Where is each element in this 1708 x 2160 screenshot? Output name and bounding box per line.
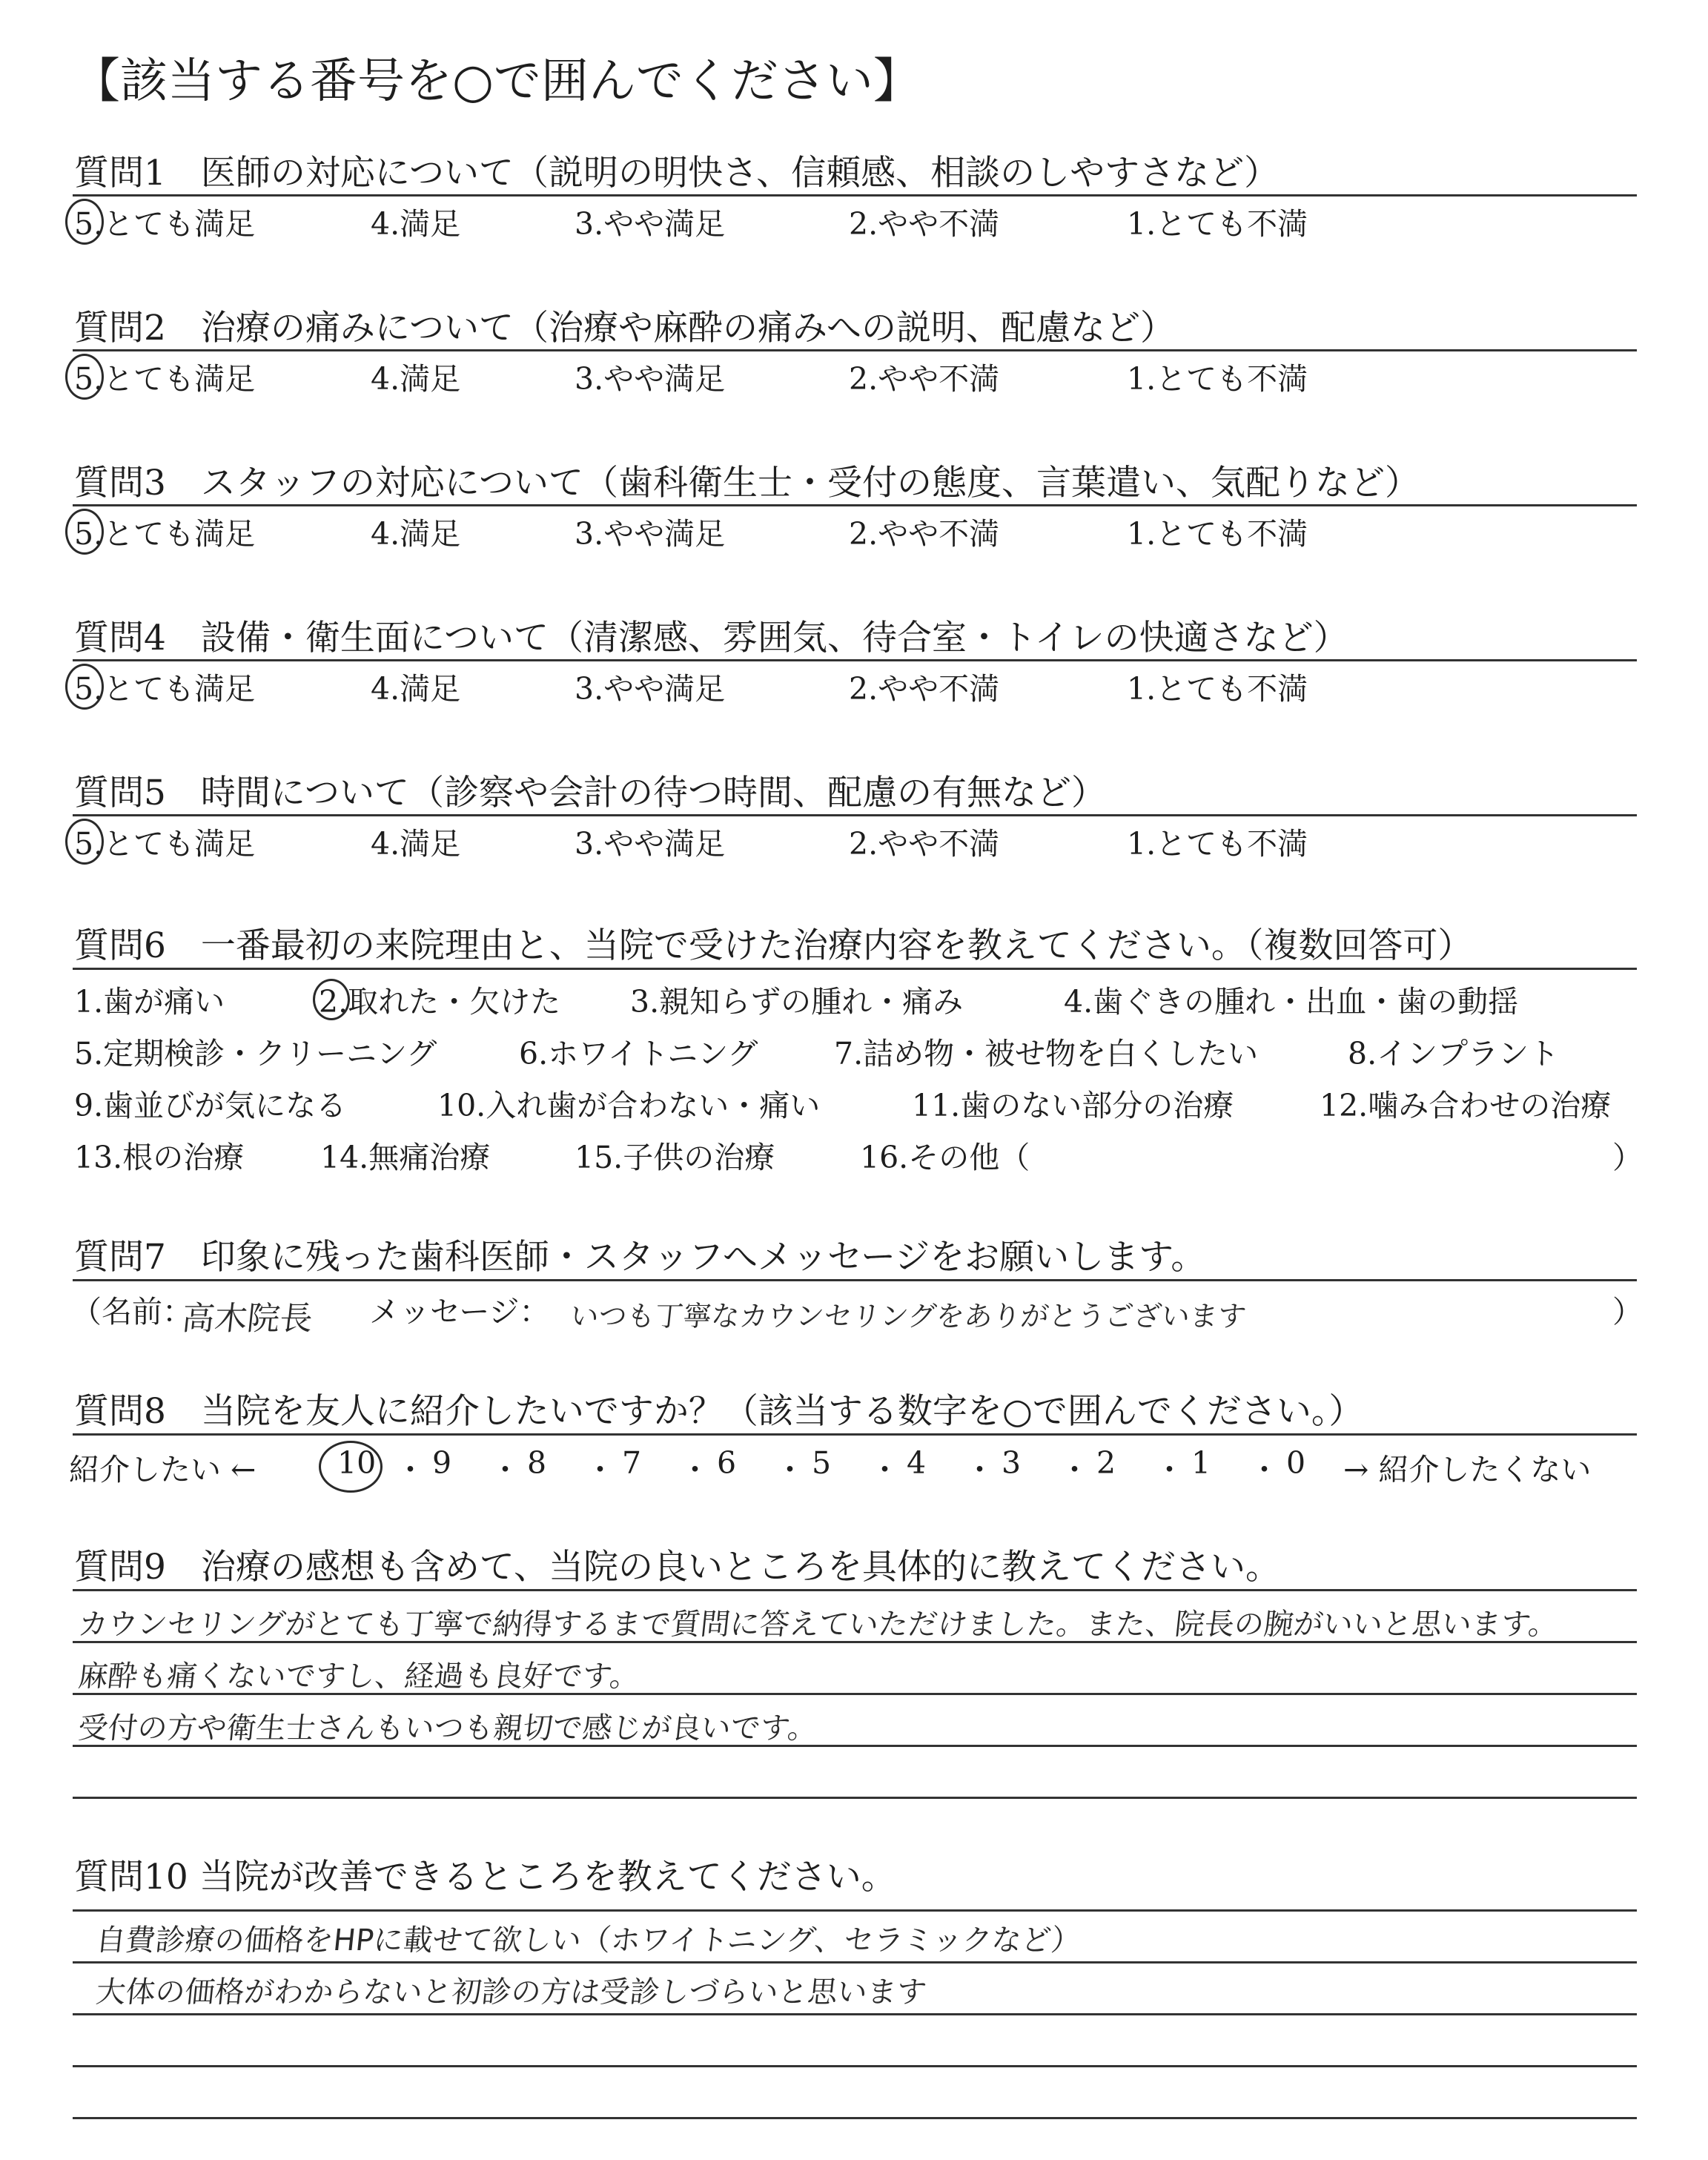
q3-rule [73,504,1637,506]
q4-option-3[interactable]: 3.やや満足 [575,671,726,707]
q9-answer-rule [73,1797,1637,1799]
form-title: 【該当する番号を○で囲んでください】 [73,54,921,109]
q2-option-2[interactable]: 2.やや不満 [849,361,1000,397]
q1-option-4[interactable]: 4.満足 [371,206,461,242]
q5-option-5[interactable]: 5.とても満足 [74,826,256,862]
q6-option-15[interactable]: 15.子供の治療 [575,1140,775,1175]
q7-name-value[interactable]: 高木院長 [179,1300,315,1338]
q8-scale-6[interactable]: 6 [717,1445,737,1481]
q8-scale-dot: ・ [870,1452,900,1487]
q2-option-4[interactable]: 4.満足 [371,361,461,397]
q7-close: ） [1612,1294,1643,1330]
q2-selected-circle [65,354,104,400]
q8-scale-7[interactable]: 7 [622,1445,642,1481]
q6-option-16[interactable]: 16.その他（ [860,1140,1030,1175]
q3-option-2[interactable]: 2.やや不満 [849,516,1000,552]
q9-answer-rule [73,1589,1637,1591]
q10-answer-rule [73,2013,1637,2015]
q1-option-3[interactable]: 3.やや満足 [575,206,726,242]
q4-option-1[interactable]: 1.とても不満 [1127,671,1308,707]
q1-option-1[interactable]: 1.とても不満 [1127,206,1308,242]
q5-option-2[interactable]: 2.やや不満 [849,826,1000,862]
q4-option-2[interactable]: 2.やや不満 [849,671,1000,707]
q5-rule [73,814,1637,816]
q9-answer-line-2[interactable]: 麻酔も痛くないですし、経過も良好です。 [76,1659,641,1694]
q4-rule [73,659,1637,661]
q9-answer-line-3[interactable]: 受付の方や衛生士さんもいつも親切で感じが良いです。 [76,1711,819,1745]
q8-scale-5[interactable]: 5 [812,1445,832,1481]
q2-option-5[interactable]: 5.とても満足 [74,361,256,397]
q6-selected-circle [313,979,350,1020]
q7-message-label: メッセージ： [369,1294,550,1330]
q4-option-4[interactable]: 4.満足 [371,671,461,707]
q8-scale-dot: ・ [1059,1452,1090,1487]
q6-option-7[interactable]: 7.詰め物・被せ物を白くしたい [834,1036,1259,1071]
q8-scale-2[interactable]: 2 [1096,1445,1116,1481]
q8-rule [73,1433,1637,1436]
q8-selected-circle [319,1441,383,1493]
q5-heading: 質問5 時間について（診察や会計の待つ時間、配慮の有無など） [74,773,1106,813]
q4-heading: 質問4 設備・衛生面について（清潔感、雰囲気、待合室・トイレの快適さなど） [74,618,1348,658]
q6-option-13[interactable]: 13.根の治療 [74,1140,245,1175]
q7-heading: 質問7 印象に残った歯科医師・スタッフへメッセージをお願いします。 [74,1237,1206,1278]
q8-scale-9[interactable]: 9 [432,1445,452,1481]
q1-option-5[interactable]: 5.とても満足 [74,206,256,242]
q9-answer-rule [73,1745,1637,1747]
q8-scale-dot: ・ [1154,1452,1185,1487]
q8-scale-dot: ・ [585,1452,615,1487]
q6-option-10[interactable]: 10.入れ歯が合わない・痛い [437,1088,821,1123]
q2-option-1[interactable]: 1.とても不満 [1127,361,1308,397]
q3-heading: 質問3 スタッフの対応について（歯科衛生士・受付の態度、言葉遣い、気配りなど） [74,463,1420,503]
q8-scale-4[interactable]: 4 [907,1445,927,1481]
q10-answer-line-1[interactable]: 自費診療の価格をHPに載せて欲しい（ホワイトニング、セラミックなど） [94,1923,1083,1958]
q8-right-label: → 紹介したくない [1343,1452,1592,1487]
q8-scale-0[interactable]: 0 [1286,1445,1306,1481]
q2-heading: 質問2 治療の痛みについて（治療や麻酔の痛みへの説明、配慮など） [74,308,1176,349]
q6-option-9[interactable]: 9.歯並びが気になる [74,1088,347,1123]
q6-option-12[interactable]: 12.噛み合わせの治療 [1320,1088,1612,1123]
q8-scale-10[interactable]: 10 [337,1445,377,1481]
q5-option-4[interactable]: 4.満足 [371,826,461,862]
q8-scale-dot: ・ [680,1452,710,1487]
q2-option-3[interactable]: 3.やや満足 [575,361,726,397]
q9-heading: 質問9 治療の感想も含めて、当院の良いところを具体的に教えてください。 [74,1547,1280,1588]
q5-selected-circle [65,819,104,865]
q6-option-6[interactable]: 6.ホワイトニング [519,1036,758,1071]
q6-option-8[interactable]: 8.インプラント [1348,1036,1560,1071]
q7-name-label: （名前： [71,1294,193,1330]
q1-option-2[interactable]: 2.やや不満 [849,206,1000,242]
q2-rule [73,349,1637,351]
q6-option-4[interactable]: 4.歯ぐきの腫れ・出血・歯の動揺 [1064,984,1519,1020]
q6-option-3[interactable]: 3.親知らずの腫れ・痛み [630,984,964,1020]
q8-scale-dot: ・ [490,1452,520,1487]
q9-answer-rule [73,1641,1637,1643]
q8-scale-1[interactable]: 1 [1191,1445,1211,1481]
q6-option-11[interactable]: 11.歯のない部分の治療 [912,1088,1234,1123]
q8-left-label: 紹介したい ← [69,1452,256,1487]
q4-option-5[interactable]: 5.とても満足 [74,671,256,707]
q3-option-1[interactable]: 1.とても不満 [1127,516,1308,552]
q8-heading: 質問8 当院を友人に紹介したいですか？（該当する数字を○で囲んでください。） [74,1391,1364,1432]
q6-option-14[interactable]: 14.無痛治療 [320,1140,491,1175]
q6-option-2[interactable]: 2.取れた・欠けた [319,984,561,1020]
q8-scale-3[interactable]: 3 [1002,1445,1022,1481]
q8-scale-dot: ・ [964,1452,995,1487]
q1-heading: 質問1 医師の対応について（説明の明快さ、信頼感、相談のしやすさなど） [74,153,1280,194]
q6-option-1[interactable]: 1.歯が痛い [74,984,225,1020]
q4-selected-circle [65,664,104,710]
q3-option-3[interactable]: 3.やや満足 [575,516,726,552]
q5-option-3[interactable]: 3.やや満足 [575,826,726,862]
q6-heading: 質問6 一番最初の来院理由と、当院で受けた治療内容を教えてください。（複数回答可） [74,925,1473,966]
q3-option-4[interactable]: 4.満足 [371,516,461,552]
q10-answer-rule [73,2117,1637,2119]
q10-heading: 質問10 当院が改善できるところを教えてください。 [74,1857,896,1898]
q8-scale-dot: ・ [775,1452,805,1487]
q10-answer-line-2[interactable]: 大体の価格がわからないと初診の方は受診しづらいと思います [94,1975,929,2009]
q10-answer-rule [73,1909,1637,1912]
q8-scale-dot: ・ [395,1452,426,1487]
q7-rule [73,1279,1637,1281]
q10-answer-rule [73,2065,1637,2067]
q6-rule [73,968,1637,970]
q6-option-5[interactable]: 5.定期検診・クリーニング [74,1036,437,1071]
q9-answer-line-1[interactable]: カウンセリングがとても丁寧で納得するまで質問に答えていただけました。また、院長の腕がいいと思います。 [76,1608,1560,1642]
q5-option-1[interactable]: 1.とても不満 [1127,826,1308,862]
q7-message-value[interactable]: いつも丁寧なカウンセリングをありがとうございます [569,1300,1248,1332]
q1-rule [73,194,1637,196]
q9-answer-rule [73,1693,1637,1695]
q8-scale-dot: ・ [1249,1452,1280,1487]
q3-option-5[interactable]: 5.とても満足 [74,516,256,552]
q6-other-close: ） [1612,1140,1643,1175]
q1-selected-circle [65,199,104,245]
q10-answer-rule [73,1961,1637,1964]
q8-scale-8[interactable]: 8 [527,1445,547,1481]
q3-selected-circle [65,509,104,555]
